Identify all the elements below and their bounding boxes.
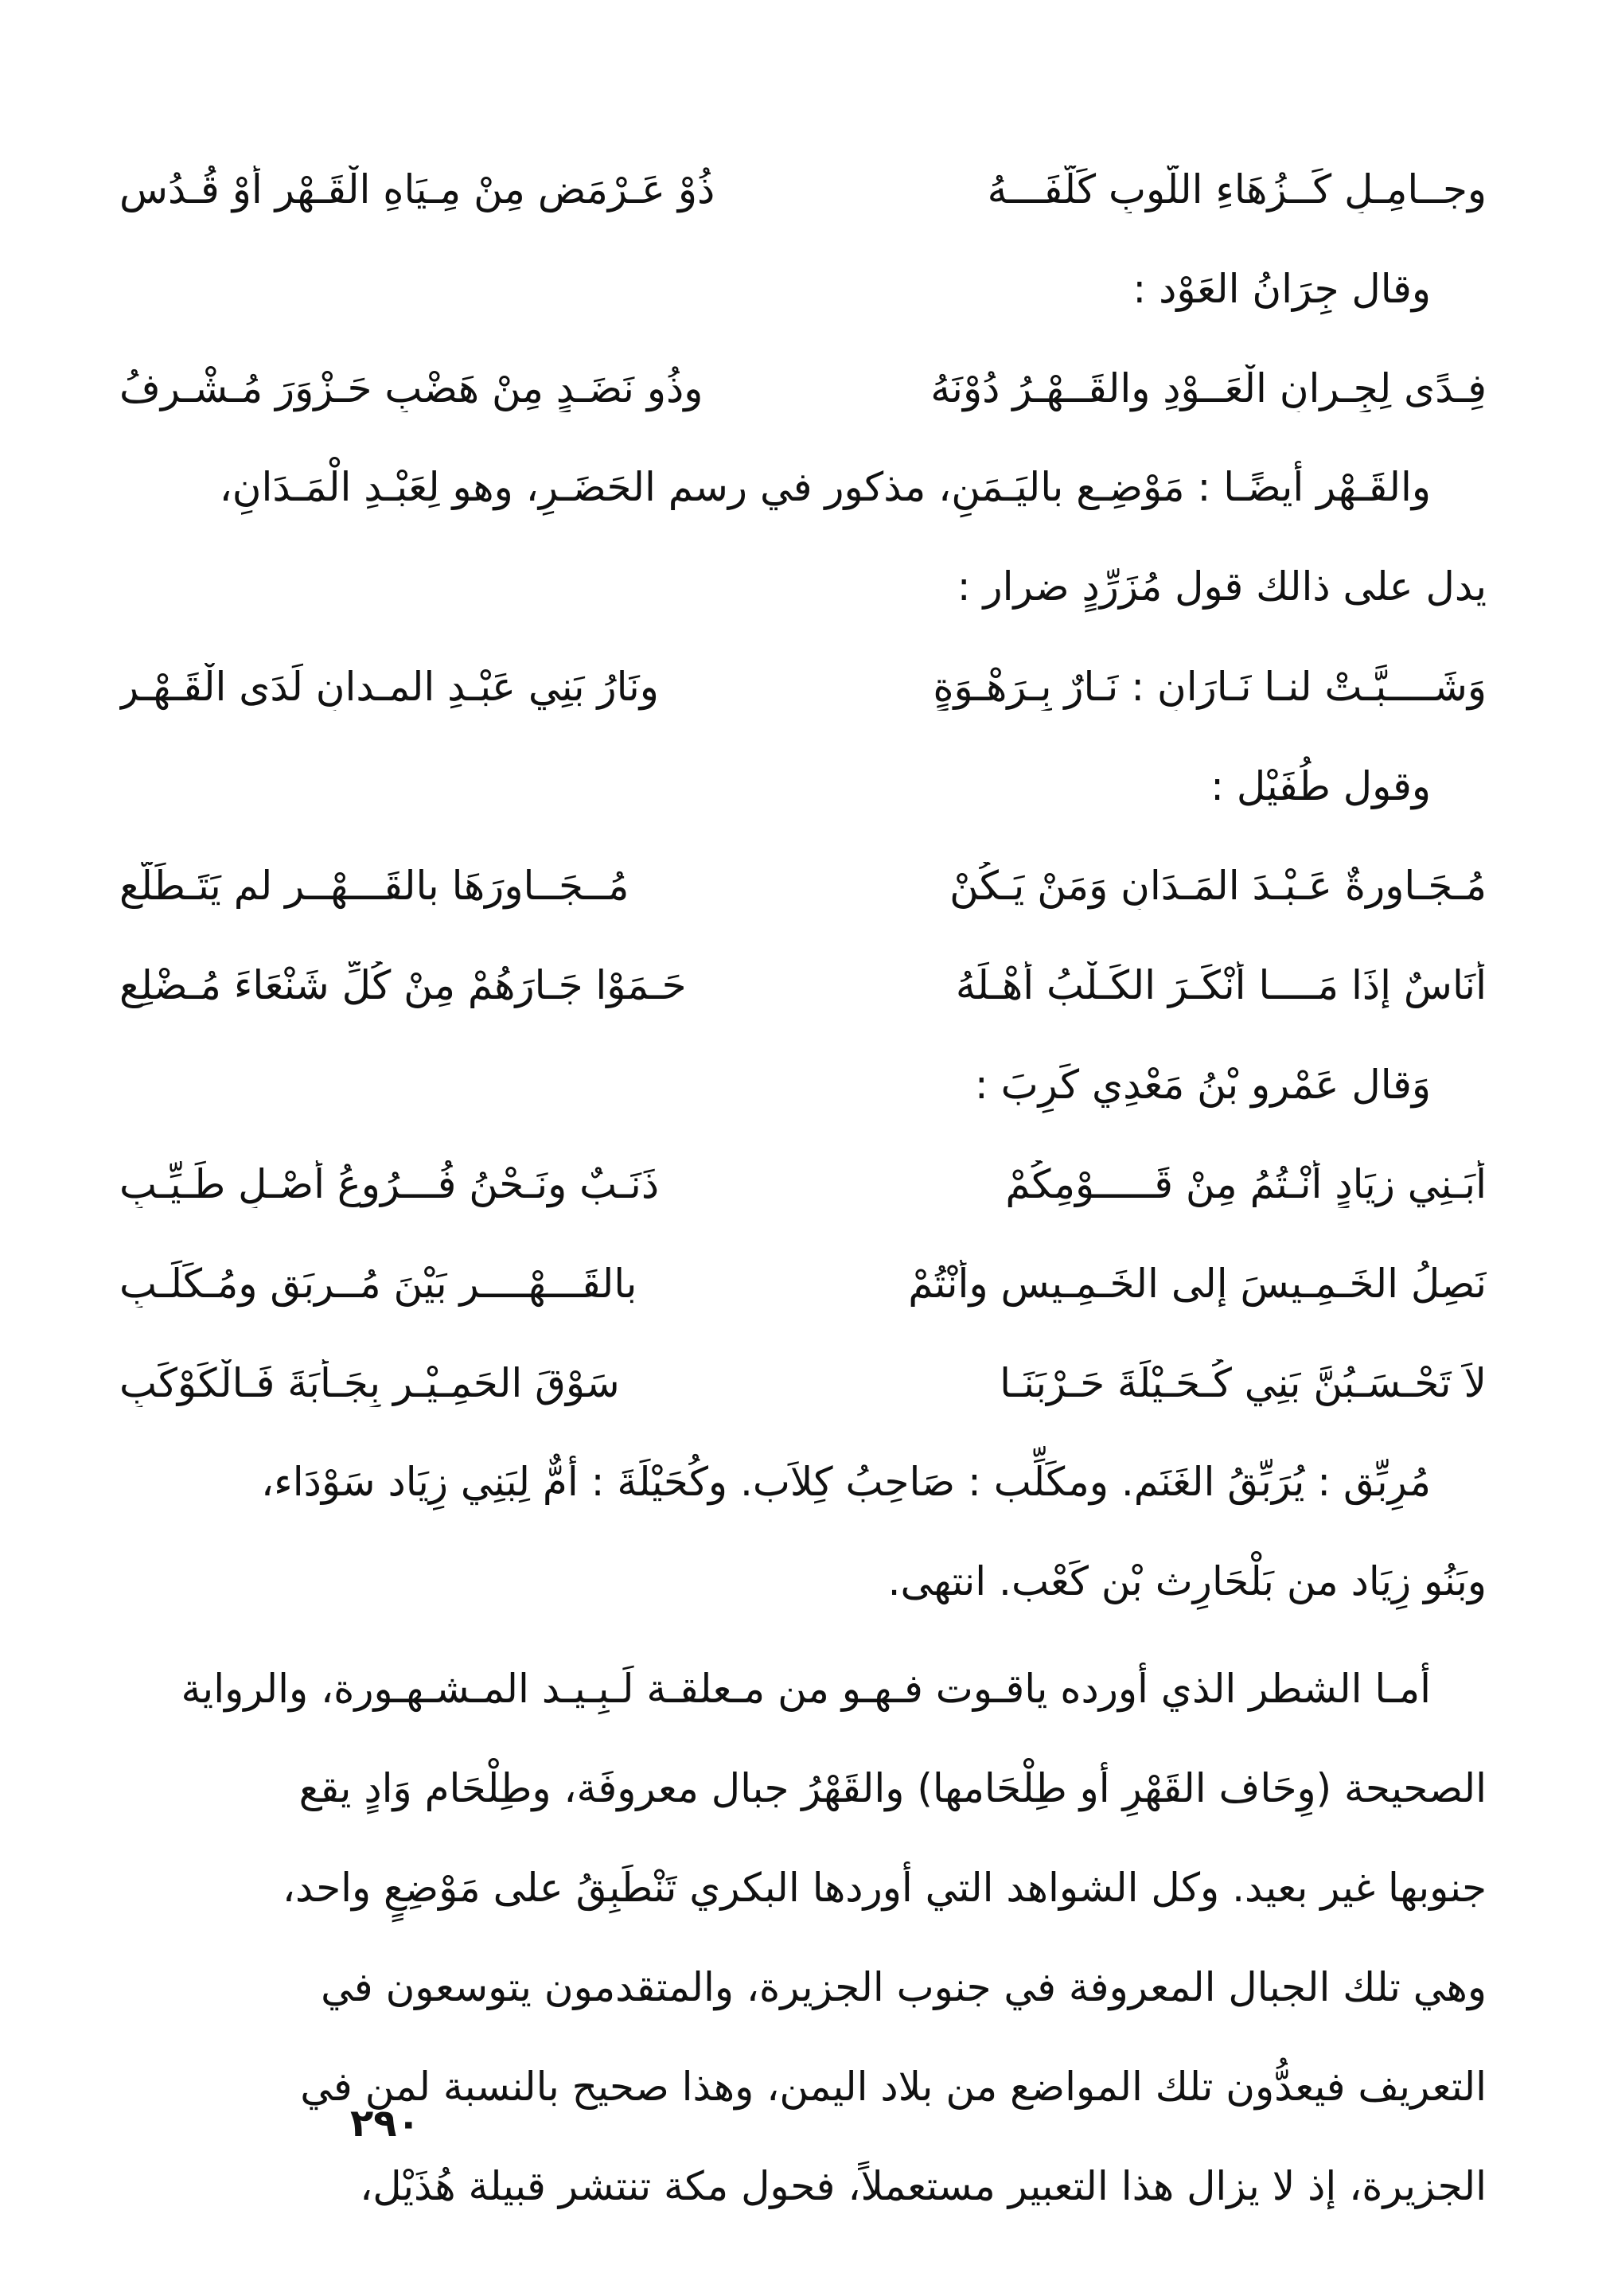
verse-second-hemistich: سَوْقَ الحَمِـيْـرِ بِجَـأْبَةَ فَـالْكَوْكَبِ	[119, 1359, 620, 1406]
prose-paragraph	[119, 1639, 1487, 2236]
verse-line	[119, 1234, 1487, 1333]
prose-paragraph	[119, 438, 1487, 637]
prose-line: مُرِبِّق : يُرَبِّقُ الغَنَم. ومكَلِّب : صَاحِبُ كِلاَب. وكُحَيْلَةَ : أمٌّ لِبَنِي زِيَاد سَوْدَاء،	[261, 1458, 1431, 1505]
verse-second-hemistich: وذُو نَضَـدٍ مِنْ هَضْبِ حَـزْوَرَ مُـشْـرِفُ	[119, 364, 704, 411]
prose-line: يدل على ذالك قول مُزَرِّدٍ ضرار :	[957, 563, 1487, 610]
verse-second-hemistich: ذَنَـبٌ ونَـحْنُ فُـــرُوعُ أَصْـلٍ طَـيِّـبِ	[119, 1160, 660, 1207]
verse-intro: وقول طُفَيْل :	[1210, 762, 1431, 809]
verse-first-hemistich: أَبَـنِي زِيَادٍ أَنْـتُمُ مِنْ قَـــــوْمِكُمْ	[1005, 1160, 1487, 1207]
prose-line: وبَنُو زِيَاد من بَلْحَارِث بْن كَعْب. انتهى.	[887, 1557, 1487, 1604]
page-content	[119, 139, 1487, 2236]
prose-line: جنوبها غير بعيد. وكل الشواهد التي أوردها البكري تَنْطَبِقُ على مَوْضِعٍ واحد،	[282, 1864, 1487, 1911]
verse-intro: وقال جِرَانُ العَوْد :	[1132, 265, 1431, 312]
prose-paragraph	[119, 1433, 1487, 1631]
verse-second-hemistich: بالقَـــهْــــرِ بَيْنَ مُــرِبَقٍ ومُـكَلِّـبِ	[119, 1260, 637, 1307]
page-number: ٢٩٠	[350, 2101, 420, 2146]
verse-first-hemistich: مُـجَـاوِرةٌ عَـبْـدَ المَـدَانِ وَمَنْ يَـكُنْ	[949, 862, 1487, 909]
verse-intro: وَقال عَمْرو بْنُ مَعْدِي كَرِبَ :	[974, 1061, 1431, 1108]
verse-second-hemistich: حَـمَوْا جَـارَهُمْ مِنْ كُلِّ شَنْعَاءَ مُـضْلِعِ	[119, 961, 687, 1008]
verse-line	[119, 935, 1487, 1035]
verse-line	[119, 637, 1487, 736]
prose-line: وهي تلك الجبال المعروفة في جنوب الجزيرة، والمتقدمون يتوسعون في	[321, 1963, 1487, 2010]
prose-line: الصحيحة (وِحَاف القَهْرِ أو طِلْحَامها) والقَهْرُ جبال معروفَة، وطِلْحَام وَادٍ يقع	[298, 1764, 1487, 1811]
verse-first-hemistich: وَشَــــبَّـتْ لنـا نَـارَانِ : نَـارٌ بِـرَهْـوَةٍ	[933, 663, 1487, 710]
verse-line	[119, 139, 1487, 239]
verse-first-hemistich: فِـدًى لِجِـرانِ الْعَــوْدِ والقَــهْـرُ دُوْنَهُ	[930, 364, 1487, 411]
verse-second-hemistich: ذُوْ عَـرْمَضٍ مِنْ مِـيَاهِ الْقَـهْرِ أَوْ قُـدُسِ	[119, 166, 715, 212]
verse-second-hemistich: مُــجَــاوِرَهَا بالقَـــهْــرِ لم يَتَـطَلَّعِ	[119, 862, 629, 909]
verse-first-hemistich: نَصِلُ الخَـمِـيسَ إلى الخَـمِـيسِ وأَنْتُمْ	[908, 1260, 1487, 1307]
verse-second-hemistich: ونَارُ بَنِي عَبْـدِ المـدانِ لَدَى الْقَـهْـرِ	[119, 663, 659, 710]
verse-first-hemistich: أُنَاسٌ إِذَا مَــــا أَنْكَـرَ الكَـلْبُ أَهْـلَهُ	[955, 961, 1487, 1008]
verse-line	[119, 1134, 1487, 1234]
verse-first-hemistich: وجــامِـلٍ كَــزُهَاءِ اللُّوبِ كَلَّفَـــهُ	[987, 166, 1487, 212]
prose-line: التعريف فيعدُّون تلك المواضع من بلاد اليمن، وهذا صحيح بالنسبة لمن في	[300, 2063, 1487, 2110]
verse-line	[119, 836, 1487, 935]
prose-line: الجزيرة، إذ لا يزال هذا التعبير مستعملاً، فحول مكة تنتشر قبيلة هُذَيْل،	[360, 2162, 1487, 2209]
prose-line: والقَـهْر أيضًـا : مَوْضِـع باليَـمَنِ، مذكور في رسم الحَضَـرِ، وهو لِعَبْـدِ الْمَـدَانِ،	[219, 463, 1431, 510]
verse-line	[119, 1333, 1487, 1433]
verse-first-hemistich: لاَ تَحْـسَـبُنَّ بَنِي كُـحَـيْلَةَ حَـرْبَنَـا	[1000, 1359, 1487, 1406]
verse-line	[119, 338, 1487, 438]
paragraph-gap	[119, 1631, 1487, 1639]
prose-line: أمـا الشطر الذي أورده ياقـوت فـهـو من مـعلقـة لَـبِـيـد المـشـهـورة، والرواية	[181, 1665, 1431, 1712]
